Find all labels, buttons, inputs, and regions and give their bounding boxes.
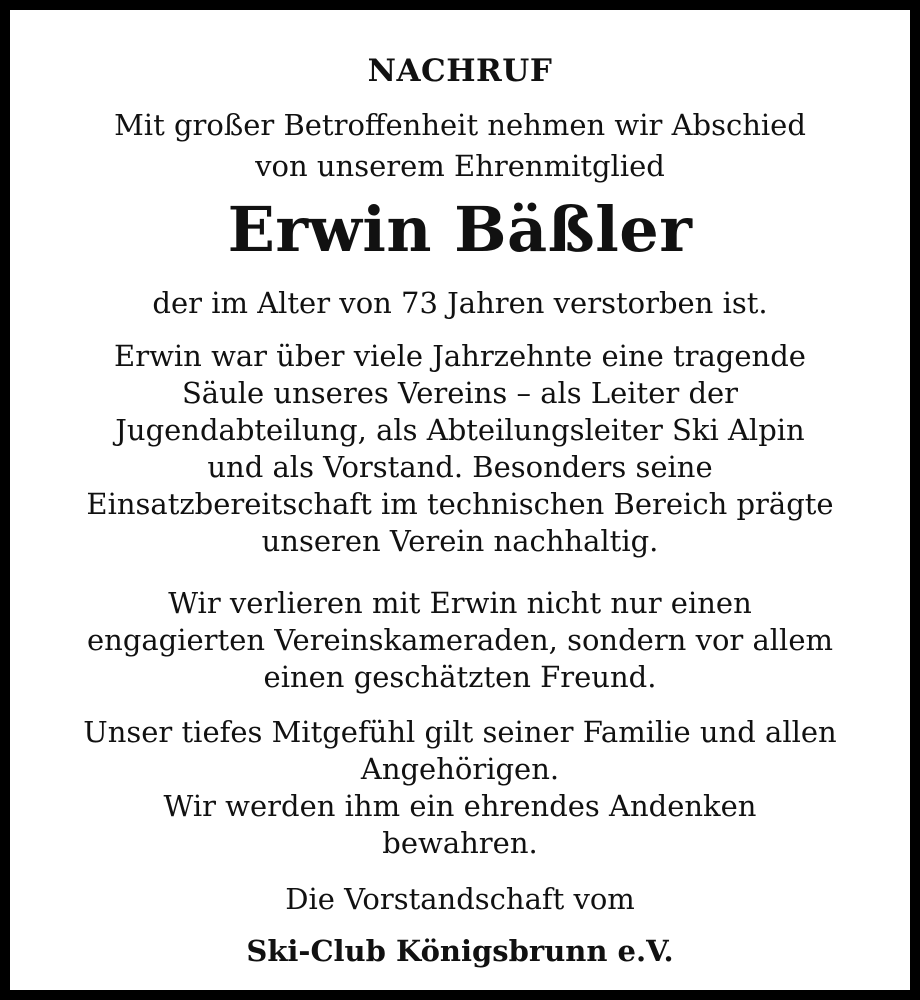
paragraph-line: bewahren. [382, 826, 538, 860]
paragraph-line: unseren Verein nachhaltig. [261, 524, 659, 558]
club-name: Ski-Club Königsbrunn e.V. [246, 934, 674, 968]
signature-line: Die Vorstandschaft vom [285, 882, 635, 916]
paragraph-line: einen geschätzten Freund. [263, 660, 657, 694]
paragraph-line: Jugendabteilung, als Abteilungsleiter Ski Alpin [115, 413, 805, 447]
loss-paragraph [20, 585, 900, 696]
age-line: der im Alter von 73 Jahren verstorben ist. [152, 286, 768, 320]
paragraph-line: und als Vorstand. Besonders seine [207, 450, 713, 484]
condolence-paragraph [20, 714, 900, 862]
paragraph-line: Unser tiefes Mitgefühl gilt seiner Familie und allen [83, 715, 837, 749]
paragraph-line: Wir verlieren mit Erwin nicht nur einen [168, 586, 752, 620]
intro-line: von unserem Ehrenmitglied [255, 149, 665, 183]
paragraph-line: Säule unseres Vereins – als Leiter der [181, 376, 739, 410]
notice-heading: NACHRUF [367, 53, 553, 89]
deceased-name: Erwin Bäßler [227, 193, 693, 266]
intro-line: Mit großer Betroffenheit nehmen wir Abschied [114, 108, 806, 142]
paragraph-line: Wir werden ihm ein ehrendes Andenken [163, 789, 757, 823]
paragraph-line: Einsatzbereitschaft im technischen Bereich prägte [86, 487, 834, 521]
paragraph-line: Angehörigen. [360, 752, 560, 786]
tribute-paragraph [20, 338, 900, 560]
intro-text [20, 105, 900, 187]
paragraph-line: engagierten Vereinskameraden, sondern vor allem [86, 623, 833, 657]
obituary-notice-content [20, 20, 900, 980]
paragraph-line: Erwin war über viele Jahrzehnte eine tragende [114, 339, 806, 373]
